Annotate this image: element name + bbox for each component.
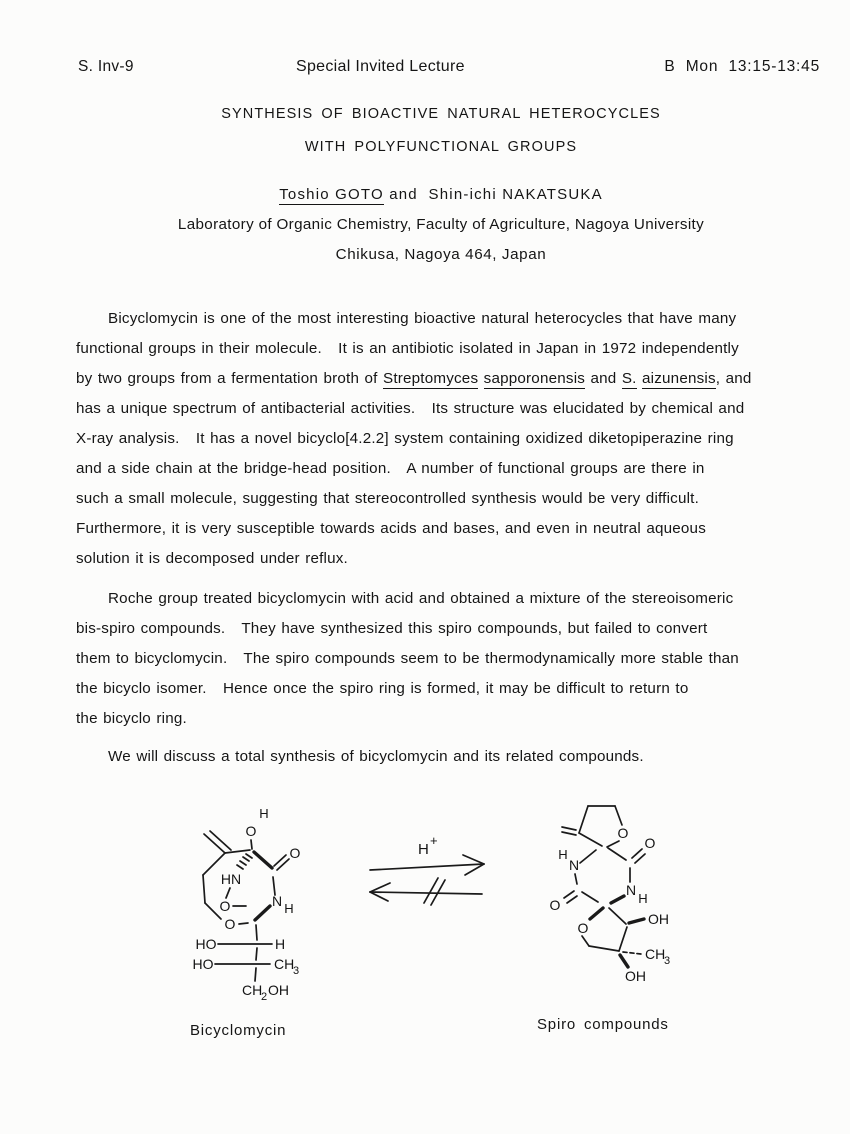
title-line-1: SYNTHESIS OF BIOACTIVE NATURAL HETEROCYCLES <box>221 106 661 122</box>
equilibrium-arrows <box>360 830 512 914</box>
methyl-label: CH <box>645 946 666 962</box>
session-code: S. Inv-9 <box>78 58 134 75</box>
carbonyl-o-label: O <box>289 845 301 861</box>
presenting-author: Toshio GOTO <box>279 186 384 203</box>
body-line: solution it is decomposed under reflux. <box>76 550 348 567</box>
methyl-sub: 3 <box>293 965 300 977</box>
thf-top-o-label: O <box>617 825 629 841</box>
thf-low-o-label: O <box>577 920 589 936</box>
body-line: Roche group treated bicyclomycin with acid and obtained a mixture of the stereoisomeric <box>108 590 734 607</box>
species-name: sapporonensis <box>483 370 586 387</box>
body-line: and a side chain at the bridge-head position. A number of functional groups are there in <box>76 460 705 477</box>
amide-h-label: H <box>284 901 294 916</box>
hashed-bond <box>237 854 252 869</box>
session-schedule: B Mon 13:15-13:45 <box>664 58 820 75</box>
caption-spiro: Spiro compounds <box>537 1016 669 1033</box>
ring-h-left: H <box>558 847 568 862</box>
abstract-paragraph-2 <box>76 584 836 734</box>
hplus-sup: + <box>430 833 438 848</box>
oh-bottom-label: OH <box>625 968 646 984</box>
oh-right-label: OH <box>648 911 669 927</box>
methylene-bond <box>204 834 225 853</box>
reverse-arrow-crossed <box>370 878 482 905</box>
caption-bicyclomycin: Bicyclomycin <box>190 1022 287 1039</box>
body-text <box>478 370 483 387</box>
cross-slash <box>424 878 438 903</box>
title-line-2: WITH POLYFUNCTIONAL GROUPS <box>304 139 578 155</box>
carbonyl-right-o: O <box>644 835 656 851</box>
hplus-label: H <box>418 841 429 858</box>
body-line: the bicyclo ring. <box>76 710 187 727</box>
body-line: the bicyclo isomer. Hence once the spiro ring is formed, it may be difficult to return to <box>76 680 689 697</box>
ring-o2-label: O <box>224 916 236 932</box>
body-line: bis-spiro compounds. They have synthesized this spiro compounds, but failed to convert <box>76 620 708 637</box>
coauthor: and Shin-ichi NAKATSUKA <box>383 186 603 203</box>
affiliation-line-2: Chikusa, Nagoya 464, Japan <box>335 246 547 263</box>
ch2oh-tail: OH <box>268 982 289 998</box>
ring-nh-label: HN <box>220 871 242 887</box>
methyl-sub: 3 <box>664 955 671 967</box>
spiro-structure <box>522 788 742 1000</box>
hydroxyl-h-label: H <box>259 806 269 821</box>
ch2oh-sub: 2 <box>261 991 268 1003</box>
abstract-paragraph-3 <box>76 742 836 772</box>
affiliation-line-1: Laboratory of Organic Chemistry, Faculty of Agriculture, Nagoya University <box>177 216 705 233</box>
methyl-label: CH <box>274 956 295 972</box>
amide-n-label: N <box>271 893 283 909</box>
ch2oh-label: CH <box>242 982 263 998</box>
body-text: , and <box>715 370 752 387</box>
bicyclomycin-structure <box>146 792 358 1012</box>
side-h-label: H <box>274 936 286 952</box>
body-line: X-ray analysis. It has a novel bicyclo[4.2.2] system containing oxidized diketopiperazine ring <box>76 430 734 447</box>
dashed-bond <box>623 952 641 954</box>
species-name: S. <box>621 370 637 387</box>
body-text: by two groups from a fermentation broth of <box>76 370 383 387</box>
authors-line <box>16 186 850 203</box>
lecture-type: Special Invited Lecture <box>296 58 465 75</box>
body-line: Bicyclomycin is one of the most interesting bioactive natural heterocycles that have many <box>108 310 737 327</box>
ring-h-right: H <box>638 891 648 906</box>
species-name: Streptomyces <box>383 370 479 387</box>
ring-n-left: N <box>568 857 580 873</box>
ring-n-right: N <box>625 882 637 898</box>
ring-o1-label: O <box>219 898 231 914</box>
species-name: aizunensis <box>642 370 716 387</box>
body-line: Furthermore, it is very susceptible towards acids and bases, and even in neutral aqueous <box>76 520 706 537</box>
abstract-paragraph-1 <box>76 304 836 574</box>
body-text: and <box>585 370 622 387</box>
methylene-bond <box>562 827 576 830</box>
wedge-bond <box>629 919 644 923</box>
body-line: functional groups in their molecule. It is an antibiotic isolated in Japan in 1972 independently <box>76 340 739 357</box>
body-line: We will discuss a total synthesis of bicyclomycin and its related compounds. <box>108 748 644 765</box>
side-ho2-label: HO <box>192 956 214 972</box>
wedge-bond <box>590 908 603 919</box>
body-line: has a unique spectrum of antibacterial activities. Its structure was elucidated by chemical and <box>76 400 745 417</box>
hydroxyl-label: O <box>245 823 257 839</box>
forward-arrow <box>370 855 484 875</box>
carbonyl-left-o: O <box>549 897 561 913</box>
wedge-bond <box>620 955 628 967</box>
side-ho1-label: HO <box>195 936 217 952</box>
body-line <box>76 364 836 394</box>
body-line: them to bicyclomycin. The spiro compounds seem to be thermodynamically more stable than <box>76 650 739 667</box>
body-line: such a small molecule, suggesting that stereocontrolled synthesis would be very difficult. <box>76 490 700 507</box>
